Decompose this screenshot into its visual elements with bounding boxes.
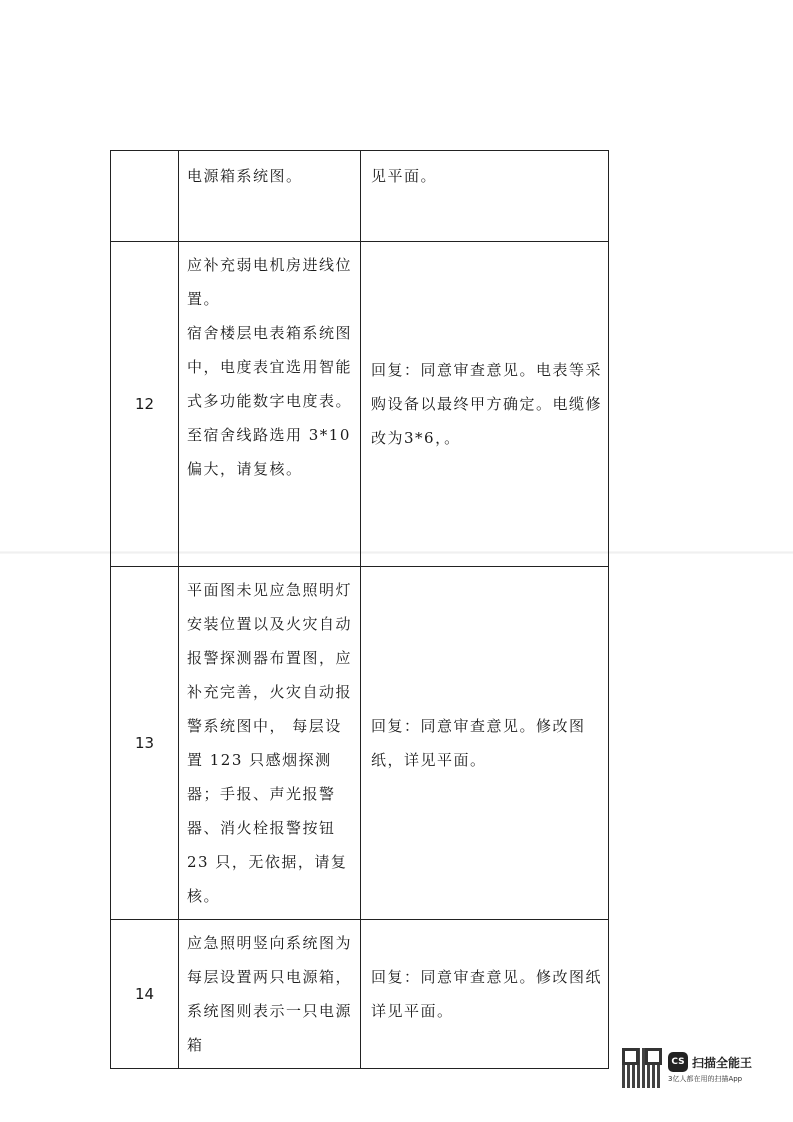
issue-cell [179,920,361,1069]
qr-code-icon [622,1048,662,1088]
row-number: 13 [111,567,179,920]
review-comment-table [110,150,609,1069]
row-number: 12 [111,242,179,567]
reply-text: 回复：同意审查意见。修改图纸详见平面。 [371,968,603,1020]
row-number [111,151,179,242]
table-row [111,151,609,242]
reply-text: 见平面。 [371,167,438,185]
table-row [111,567,609,920]
issue-text: 应急照明竖向系统图为每层设置两只电源箱，系统图则表示一只电源箱 [187,934,353,1054]
reply-cell [361,242,609,567]
table-row [111,920,609,1069]
scanner-watermark [622,1048,752,1088]
reply-cell [361,920,609,1069]
issue-text: 电源箱系统图。 [187,167,303,185]
issue-text: 应补充弱电机房进线位置。 [187,256,353,308]
issue-cell [179,151,361,242]
table-row [111,242,609,567]
issue-text: 平面图未见应急照明灯安装位置以及火灾自动报警探测器布置图，应补充完善，火灾自动报警系统图中， 每层设置 123 只感烟探测器；手报、声光报警器、消火栓报警按钮 23 只，无依据，请复核。 [187,581,353,905]
issue-cell [179,242,361,567]
watermark-tagline: 3亿人都在用的扫描App [668,1075,743,1083]
issue-cell [179,567,361,920]
reply-cell [361,151,609,242]
reply-cell [361,567,609,920]
row-number: 14 [111,920,179,1069]
reply-text: 回复：同意审查意见。电表等采购设备以最终甲方确定。电缆修改为3*6，。 [371,361,603,447]
issue-text: 宿舍楼层电表箱系统图中，电度表宜选用智能式多功能数字电度表。至宿舍线路选用 3*10 偏大，请复核。 [187,324,353,478]
camscanner-logo-icon: CS [668,1052,688,1072]
watermark-brand: 扫描全能王 [692,1055,753,1070]
reply-text: 回复：同意审查意见。修改图纸，详见平面。 [371,717,586,769]
